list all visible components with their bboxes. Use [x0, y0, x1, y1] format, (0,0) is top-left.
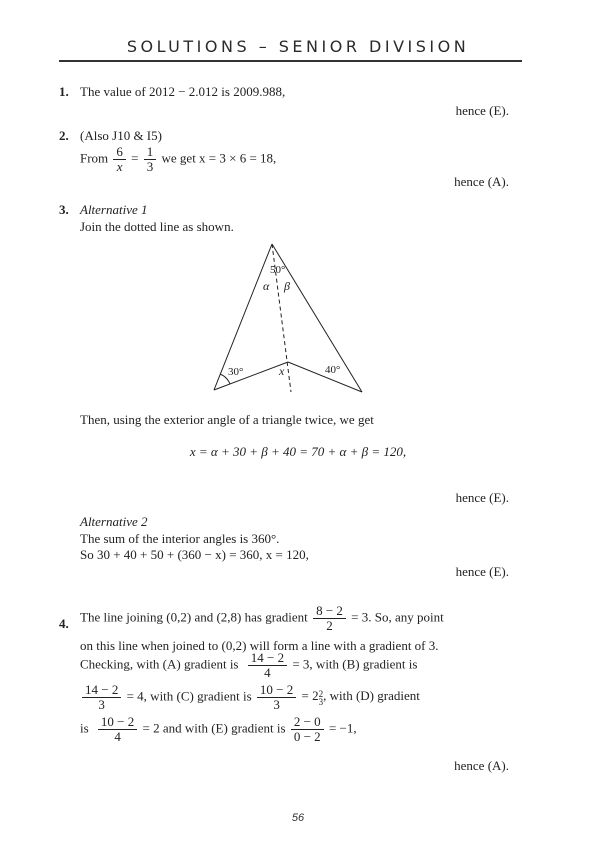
lower-left-edge [214, 362, 288, 390]
q4-d-num: 10 − 2 [100, 714, 135, 729]
label-beta: β [284, 279, 290, 293]
q4-line4-a: = 4, with (C) gradient is [126, 688, 252, 704]
q4-d-fraction [98, 715, 137, 744]
q4-line3-b: = 3, with (B) gradient is [292, 656, 418, 672]
q3-alt1-heading: Alternative 1 [80, 202, 148, 217]
q4-c-num: 10 − 2 [259, 682, 294, 697]
q2-line1: (Also J10 & I5) [80, 128, 162, 143]
q4-e-num: 2 − 0 [293, 714, 321, 729]
q4-line2: on this line when joined to (0,2) will form a line with a gradient of 3. [80, 638, 439, 653]
page-header: SOLUTIONS – SENIOR DIVISION [126, 37, 470, 56]
q3-answer-1: hence (E). [455, 490, 509, 505]
q4-number: 4. [59, 616, 69, 631]
header-rule [59, 60, 522, 62]
q4-line4-post: , with (D) gradient [323, 688, 420, 704]
q2-frac2-den: 3 [144, 159, 157, 174]
q2-eq: = [131, 150, 139, 166]
label-40: 40° [325, 364, 341, 376]
label-x: x [279, 364, 285, 378]
label-alpha: α [263, 279, 270, 293]
q1-number: 1. [59, 84, 69, 99]
q3-number: 3. [59, 202, 69, 217]
page-number: 56 [291, 812, 305, 824]
q4-e-fraction [291, 715, 324, 744]
q4-line1 [80, 604, 444, 633]
q1-text: The value of 2012 − 2.012 is 2009.988, [80, 84, 286, 99]
q4-g-den: 2 [313, 618, 346, 633]
q4-answer: hence (A). [454, 758, 509, 773]
q2-rest: we get x = 3 × 6 = 18, [161, 150, 277, 166]
q4-d-den: 4 [98, 729, 137, 744]
q2-from: From [80, 150, 109, 166]
label-50: 50° [270, 264, 286, 276]
q4-a-den: 4 [248, 665, 287, 680]
q2-frac1-den: x [113, 159, 126, 174]
q4-is: is [80, 720, 89, 736]
q2-answer: hence (A). [454, 174, 509, 189]
q4-line5-a: = 2 and with (E) gradient is [142, 720, 286, 736]
q4-b-num: 14 − 2 [85, 682, 119, 697]
q4-line3 [80, 651, 417, 680]
q3-sum-text: The sum of the interior angles is 360°. [80, 531, 280, 546]
angle-diagram [200, 236, 380, 400]
q4-line3-a: Checking, with (A) gradient is [80, 656, 239, 672]
q4-line5-b: = −1, [328, 720, 357, 736]
label-30: 30° [228, 366, 244, 378]
q4-a-fraction [248, 651, 287, 680]
q2-frac1-num: 6 [116, 144, 123, 159]
q4-b-den: 3 [82, 697, 121, 712]
q2-fraction-1 [113, 145, 126, 174]
q3-then-text: Then, using the exterior angle of a triangle twice, we get [80, 412, 374, 427]
q3-equation: x = α + 30 + β + 40 = 70 + α + β = 120, [189, 444, 407, 459]
q4-c-mixed-num: 2 [318, 688, 324, 699]
q4-c-value: = 2 [301, 688, 319, 704]
q4-line5 [80, 715, 357, 744]
q4-line4-b [301, 688, 420, 707]
q3-join-text: Join the dotted line as shown. [80, 219, 234, 234]
q3-answer-2: hence (E). [455, 564, 509, 579]
q4-line4 [80, 683, 420, 712]
q2-number: 2. [59, 128, 69, 143]
q2-equation [80, 145, 276, 174]
q4-b-fraction [82, 683, 121, 712]
q4-a-num: 14 − 2 [250, 650, 285, 665]
q4-c-den: 3 [257, 697, 296, 712]
q4-line1-b: = 3. So, any point [351, 609, 444, 625]
q1-answer: hence (E). [455, 103, 509, 118]
q4-e-den: 0 − 2 [291, 729, 324, 744]
q3-alt2-heading: Alternative 2 [80, 514, 148, 529]
q2-fraction-2 [144, 145, 157, 174]
q4-line1-a: The line joining (0,2) and (2,8) has gradient [80, 609, 308, 625]
q4-c-fraction [257, 683, 296, 712]
q4-c-mixed-den: 3 [318, 696, 324, 707]
q4-g-num: 8 − 2 [316, 603, 343, 618]
right-edge [272, 244, 362, 392]
q4-gradient-fraction [313, 604, 346, 633]
q3-so-text: So 30 + 40 + 50 + (360 − x) = 360, x = 120, [80, 547, 309, 562]
q2-frac2-num: 1 [146, 144, 154, 159]
